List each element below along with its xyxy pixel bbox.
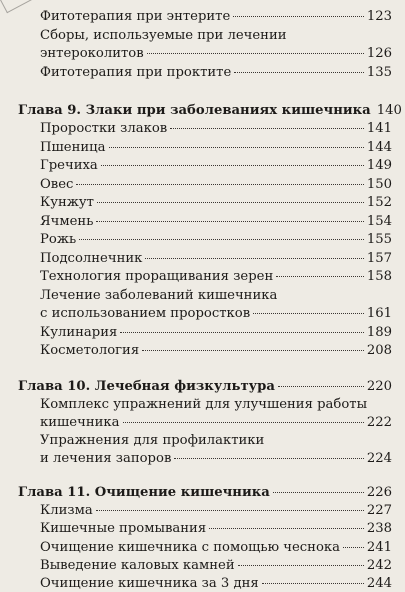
dot-leader — [262, 583, 364, 584]
toc-entry — [40, 539, 392, 556]
entry-title-line2: с использованием проростков — [40, 306, 251, 321]
entry-page: 242 — [366, 558, 392, 573]
toc-entry — [40, 213, 392, 230]
dot-leader — [123, 422, 364, 423]
entry-page: 158 — [366, 269, 392, 284]
entry-title: Фитотерапия при энтерите — [40, 9, 231, 24]
toc-entry — [40, 139, 392, 156]
toc-entry — [40, 120, 392, 137]
toc-entry — [40, 520, 392, 537]
dot-leader — [238, 565, 364, 566]
entry-page: 150 — [366, 177, 392, 192]
entry-page: 241 — [366, 540, 392, 555]
entry-page: 123 — [366, 9, 392, 24]
entry-title: Ячмень — [40, 214, 94, 229]
entry-title: Выведение каловых камней — [40, 558, 235, 573]
entry-page: 227 — [366, 503, 392, 518]
entry-page: 144 — [366, 140, 392, 155]
entry-title-line2: и лечения запоров — [40, 451, 172, 466]
toc-entry — [40, 268, 392, 285]
entry-page: 222 — [366, 415, 392, 430]
entry-title: Кишечные промывания — [40, 521, 207, 536]
entry-page: 152 — [366, 195, 392, 210]
entry-title-line1: Упражнения для профилактики — [40, 433, 265, 448]
chapter-heading — [18, 484, 392, 501]
entry-page: 161 — [366, 306, 392, 321]
dot-leader — [343, 547, 364, 548]
entry-page: 155 — [366, 232, 392, 247]
dot-leader — [96, 510, 364, 511]
toc-entry — [40, 45, 392, 62]
entry-title: Кунжут — [40, 195, 94, 210]
entry-page: 208 — [366, 343, 392, 358]
chapter-heading — [18, 102, 402, 119]
entry-title-line2: кишечника — [40, 415, 120, 430]
toc-entry — [40, 8, 392, 25]
dot-leader — [96, 221, 363, 222]
chapter-title: Глава 11. Очищение кишечника — [18, 485, 270, 500]
entry-title-line1: Сборы, используемые при лечении — [40, 28, 287, 43]
toc-entry — [40, 176, 392, 193]
toc-entry — [40, 342, 392, 359]
toc-entry — [40, 157, 392, 174]
dot-leader — [233, 16, 364, 17]
dot-leader — [147, 53, 364, 54]
dot-leader — [76, 184, 363, 185]
dot-leader — [278, 386, 364, 387]
entry-title: Кулинария — [40, 325, 118, 340]
dot-leader — [145, 258, 363, 259]
entry-page: 141 — [366, 121, 392, 136]
toc-entry — [40, 450, 392, 467]
entry-page: 244 — [366, 576, 392, 591]
toc-entry — [40, 557, 392, 574]
dot-leader — [209, 528, 364, 529]
dot-leader — [234, 72, 364, 73]
toc-entry — [40, 414, 392, 431]
toc-entry — [40, 305, 392, 322]
dot-leader — [79, 239, 364, 240]
toc-entry — [40, 194, 392, 211]
dot-leader — [174, 458, 363, 459]
entry-page: 238 — [366, 521, 392, 536]
dot-leader — [170, 128, 364, 129]
entry-title: Рожь — [40, 232, 77, 247]
toc-entry — [40, 231, 392, 248]
dot-leader — [273, 492, 364, 493]
entry-title: Гречиха — [40, 158, 98, 173]
entry-page: 157 — [366, 251, 392, 266]
entry-title: Пшеница — [40, 140, 106, 155]
entry-page: 126 — [366, 46, 392, 61]
entry-title-line2: энтероколитов — [40, 46, 144, 61]
entry-title: Очищение кишечника за 3 дня — [40, 576, 259, 591]
dot-leader — [253, 313, 364, 314]
chapter-title: Глава 9. Злаки при заболеваниях кишечника — [18, 103, 371, 118]
dot-leader — [97, 202, 364, 203]
entry-title-line1: Лечение заболеваний кишечника — [40, 288, 278, 303]
entry-title-line1: Комплекс упражнений для улучшения работы — [40, 397, 368, 412]
entry-title: Клизма — [40, 503, 93, 518]
toc-entry — [40, 324, 392, 341]
entry-title: Овес — [40, 177, 74, 192]
dot-leader — [109, 147, 364, 148]
entry-title: Косметология — [40, 343, 140, 358]
entry-page: 224 — [366, 451, 392, 466]
entry-title: Технология проращивания зерен — [40, 269, 274, 284]
chapter-page: 226 — [366, 485, 392, 500]
dot-leader — [276, 276, 364, 277]
entry-title: Очищение кишечника с помощью чеснока — [40, 540, 341, 555]
chapter-page: 220 — [366, 379, 392, 394]
entry-page: 154 — [366, 214, 392, 229]
toc-entry — [40, 575, 392, 592]
entry-page: 189 — [366, 325, 392, 340]
toc-entry — [40, 502, 392, 519]
entry-page: 149 — [366, 158, 392, 173]
pen-mark — [0, 0, 33, 13]
entry-title: Подсолнечник — [40, 251, 143, 266]
dot-leader — [120, 332, 363, 333]
entry-page: 135 — [366, 65, 392, 80]
dot-leader — [101, 165, 364, 166]
chapter-heading — [18, 378, 392, 395]
toc-entry — [40, 64, 392, 81]
dot-leader — [142, 350, 364, 351]
toc-entry — [40, 250, 392, 267]
entry-title: Фитотерапия при проктите — [40, 65, 232, 80]
chapter-title: Глава 10. Лечебная физкультура — [18, 379, 275, 394]
entry-title: Проростки злаков — [40, 121, 168, 136]
chapter-page: 140 — [376, 103, 402, 118]
